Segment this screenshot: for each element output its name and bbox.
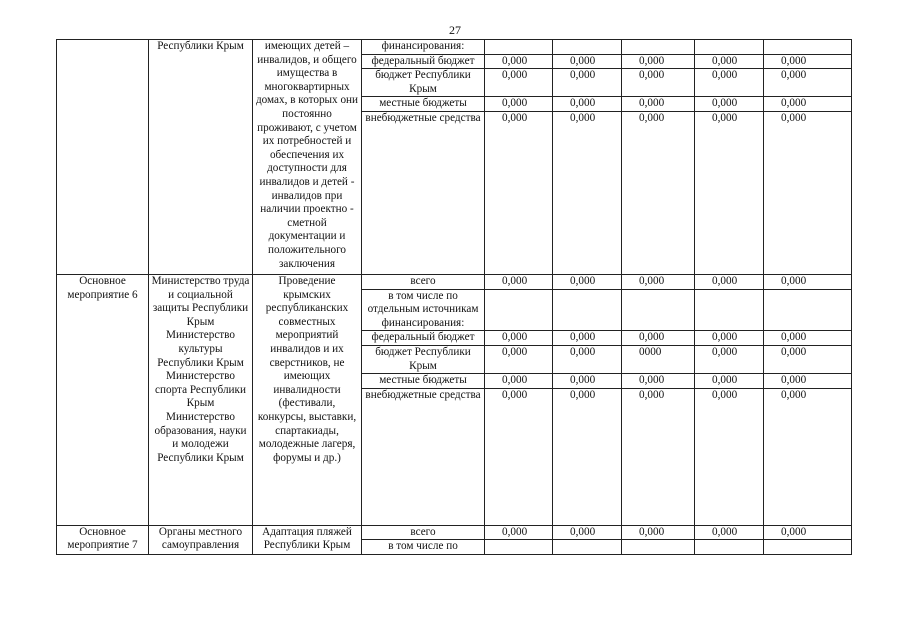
table-row: местные бюджеты 0,000 0,000 0,000 0,000 0,000 bbox=[57, 374, 852, 389]
program-table bbox=[56, 39, 852, 555]
page-number: 27 bbox=[449, 23, 461, 37]
source-cell: всего bbox=[362, 274, 485, 289]
source-cell: бюджет Республики Крым bbox=[362, 345, 485, 373]
description-cell: Адаптация пляжей Республики Крым bbox=[253, 525, 362, 554]
source-cell: финансирования: bbox=[362, 40, 485, 55]
executor-cell: Министерство труда и социальной защиты Республики Крым Министерство культуры Республики Крым Министерство спорта Республики Крым Министерство образования, науки и молодежи Республики Крым bbox=[149, 274, 253, 525]
source-cell: всего bbox=[362, 525, 485, 540]
executor-cell: Органы местного самоуправления bbox=[149, 525, 253, 554]
source-cell: бюджет Республики Крым bbox=[362, 69, 485, 97]
table-row: Основное мероприятие 7 Органы местного самоуправления Адаптация пляжей Республики Крым всего 0,000 0,000 0,000 0,000 0,000 bbox=[57, 525, 852, 540]
executor-cell: Республики Крым bbox=[149, 40, 253, 275]
source-cell: внебюджетные средства bbox=[362, 388, 485, 525]
source-cell: в том числе по bbox=[362, 540, 485, 555]
source-cell: в том числе по отдельным источникам финансирования: bbox=[362, 289, 485, 331]
source-cell: федеральный бюджет bbox=[362, 331, 485, 346]
description-cell: имеющих детей – инвалидов, и общего имущества в многоквартирных домах, в которых они постоянно проживают, с учетом их потребностей и обеспечения их доступности для инвалидов и детей - инвалидов при наличии проектно - сметной документации и положительного заключения bbox=[253, 40, 362, 275]
description-cell: Проведение крымских республиканских совместных мероприятий инвалидов и их сверстников, не имеющих инвалидности (фестивали, конкурсы, выставки, спартакиады, молодежные лагеря, форумы и др.) bbox=[253, 274, 362, 525]
source-cell: местные бюджеты bbox=[362, 374, 485, 389]
table-row bbox=[57, 40, 852, 55]
event-name-cell: Основное мероприятие 6 bbox=[57, 274, 149, 525]
table-row: Основное мероприятие 6 Министерство труда и социальной защиты Республики Крым Министерство культуры Республики Крым Министерство спорта Республики Крым Министерство образования, науки и молодежи Республики Крым Проведение крымских республиканских совместных мероприятий инвалидов и их сверстников, не имеющих инвалидности (фестивали, конкурсы, выставки, спартакиады, молодежные лагеря, форумы и др.) всего 0,000 0,000 0,000 0,000 0,000 bbox=[57, 274, 852, 289]
table-row: федеральный бюджет 0,000 0,000 0,000 0,000 0,000 bbox=[57, 54, 852, 69]
table-row: местные бюджеты 0,000 0,000 0,000 0,000 0,000 bbox=[57, 97, 852, 112]
source-cell: внебюджетные средства bbox=[362, 111, 485, 274]
event-name-cell: Основное мероприятие 7 bbox=[57, 525, 149, 554]
table-row: бюджет Республики Крым 0,000 0,000 0000 0,000 0,000 bbox=[57, 345, 852, 373]
source-cell: федеральный бюджет bbox=[362, 54, 485, 69]
event-name-cell bbox=[57, 40, 149, 275]
source-cell: местные бюджеты bbox=[362, 97, 485, 112]
table-row: внебюджетные средства 0,000 0,000 0,000 0,000 0,000 bbox=[57, 111, 852, 274]
table-row: федеральный бюджет 0,000 0,000 0,000 0,000 0,000 bbox=[57, 331, 852, 346]
table-row: внебюджетные средства 0,000 0,000 0,000 0,000 0,000 bbox=[57, 388, 852, 525]
table-row: бюджет Республики Крым 0,000 0,000 0,000 0,000 0,000 bbox=[57, 69, 852, 97]
